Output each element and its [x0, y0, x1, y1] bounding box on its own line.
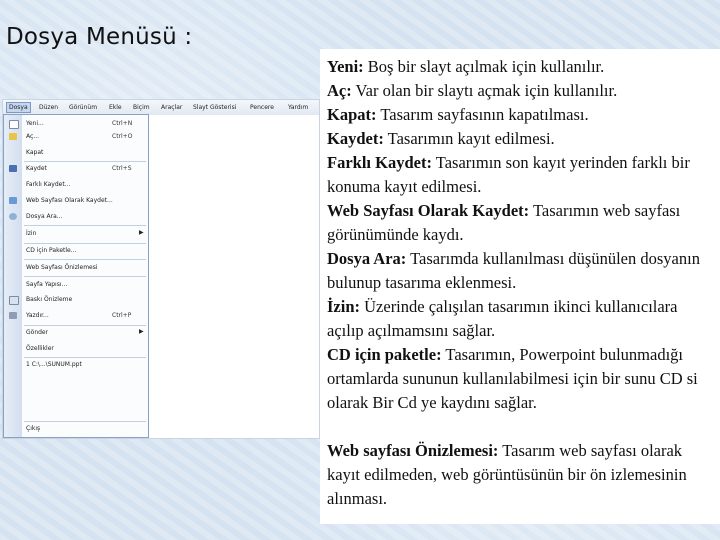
description-yeni: Yeni: Boş bir slayt açılmak için kullanılır. [327, 57, 605, 76]
menubar-item-yardim: Yardım [288, 104, 309, 111]
menubar-item-bicim: Biçim [133, 104, 150, 111]
file-dropdown [3, 114, 149, 438]
new-doc-icon [9, 120, 19, 129]
menu-item-recent-file: 1 C:\...\SUNUM.ppt [26, 361, 82, 368]
description-ac: Aç: Var olan bir slaytı açmak için kullanılır. [327, 81, 618, 100]
open-folder-icon [9, 133, 17, 140]
menu-item-cikis: Çıkış [26, 425, 41, 432]
menu-item-kapat: Kapat [26, 149, 44, 156]
description-dosya-ara: Dosya Ara: Tasarımda kullanılması düşünülen dosyanın bulunup tasarıma eklenmesi. [327, 249, 700, 292]
menu-item-sayfa-yapisi: Sayfa Yapısı... [26, 281, 68, 288]
menubar [3, 100, 319, 115]
menubar-item-dosya: Dosya [6, 102, 31, 113]
menu-item-baski-onizleme: Baskı Önizleme [4, 294, 148, 306]
menu-item-cd-paketle: CD için Paketle... [26, 247, 77, 254]
description-izin: İzin: Üzerinde çalışılan tasarımın ikinci kullanıcılara açılıp açılmamsını sağlar. [327, 297, 678, 340]
menu-item-web-onizleme: Web Sayfası Önizlemesi [26, 264, 98, 271]
search-file-icon [9, 213, 17, 220]
menubar-item-pencere: Pencere [250, 104, 274, 111]
menubar-item-slayt-gosterisi: Slayt Gösterisi [193, 104, 237, 111]
description-panel [320, 49, 720, 524]
menu-item-web-kaydet: Web Sayfası Olarak Kaydet... [4, 195, 148, 207]
description-farkli-kaydet: Farklı Kaydet: Tasarımın son kayıt yerinden farklı bir konuma kayıt edilmesi. [327, 153, 690, 196]
submenu-arrow-icon: ▶ [139, 229, 144, 236]
description-cd-paketle: CD için paketle: Tasarımın, Powerpoint bulunmadığı ortamlarda sununun kullanılabilmesi için bir sunu CD si olarak Bir Cd ye kaydını sağlar. [327, 345, 698, 412]
save-icon [9, 165, 17, 172]
slide-title: Dosya Menüsü : [6, 24, 193, 50]
menu-item-gonder: Gönder ▶ [26, 328, 144, 336]
description-kapat: Kapat: Tasarım sayfasının kapatılması. [327, 105, 589, 124]
print-preview-icon [9, 296, 19, 305]
menubar-item-araclar: Araçlar [161, 104, 183, 111]
menu-item-yeni: Yeni... Ctrl+N [4, 118, 148, 130]
file-menu-screenshot [3, 100, 319, 438]
description-web-onizleme: Web sayfası Önizlemesi: Tasarım web sayfası olarak kayıt edilmeden, web görüntüsünün bir ön izlemesinin alınması. [327, 441, 687, 508]
menubar-item-duzen: Düzen [39, 104, 59, 111]
description-kaydet: Kaydet: Tasarımın kayıt edilmesi. [327, 129, 555, 148]
menu-item-ozellikler: Özellikler [26, 345, 54, 352]
web-save-icon [9, 197, 17, 204]
menu-item-izin: İzin ▶ [26, 229, 144, 237]
menu-item-dosya-ara: Dosya Ara... [4, 211, 148, 223]
menu-item-ac: Aç... Ctrl+O [4, 131, 148, 143]
menu-item-kaydet: Kaydet Ctrl+S [4, 163, 148, 175]
menu-item-farkli-kaydet: Farklı Kaydet... [26, 181, 71, 188]
menubar-item-ekle: Ekle [109, 104, 122, 111]
submenu-arrow-icon: ▶ [139, 328, 144, 335]
menu-item-yazdir: Yazdır... Ctrl+P [4, 310, 148, 322]
print-icon [9, 312, 17, 319]
menubar-item-gorunum: Görünüm [69, 104, 98, 111]
description-web-kaydet: Web Sayfası Olarak Kaydet: Tasarımın web sayfası görünümünde kaydı. [327, 201, 681, 244]
